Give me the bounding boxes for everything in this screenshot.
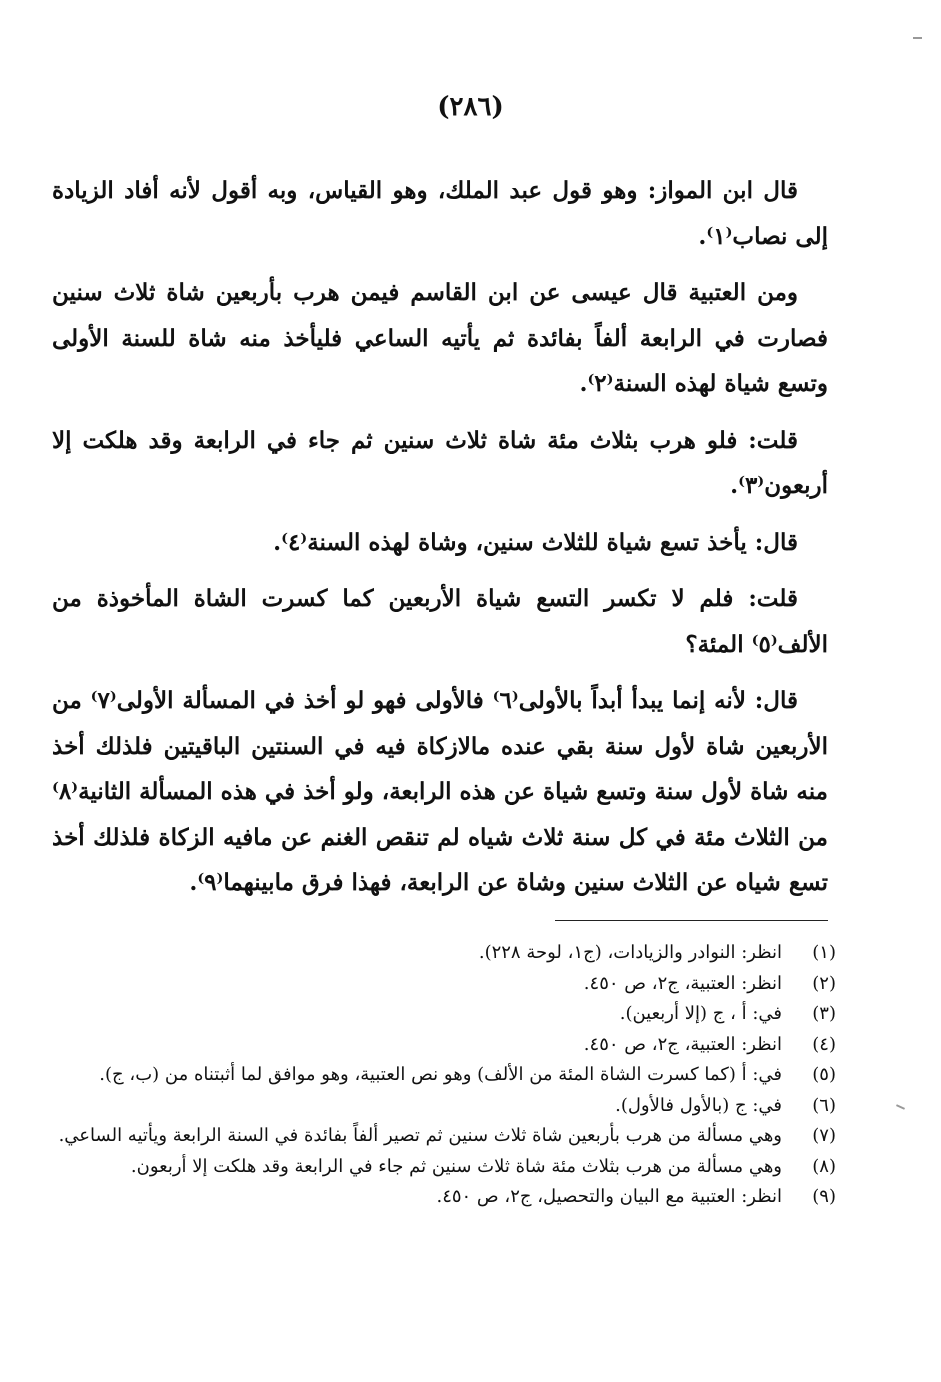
- paragraph: قال: لأنه إنما يبدأ أبداً بالأولى⁽٦⁾ فالأولى فهو لو أخذ في المسألة الأولى⁽٧⁾ من الأربعين شاة لأول سنة بقي عنده مالازكاة فيه في السنتين الباقيتين فلذلك أخذ منه شاة لأول سنة وتسع شياة عن هذه الرابعة، ولو أخذ في هذه المسألة الثانية⁽٨⁾ من الثلاث مئة في كل سنة ثلاث شياه لم تنقص الغنم عن مافيه الزكاة فلذلك أخذ تسع شياه عن الثلاث سنين وشاة عن الرابعة، فهذا فرق مابينهما⁽٩⁾.: [52, 687, 828, 896]
- footnote: [52, 938, 836, 969]
- footnote-number: (٥): [812, 1064, 836, 1085]
- footnotes: [52, 938, 836, 1213]
- main-text: [52, 168, 828, 917]
- scan-speck: [913, 37, 922, 39]
- footnote: [52, 1091, 836, 1122]
- footnote-divider: [555, 920, 828, 921]
- footnote-text: وهي مسألة من هرب بثلاث مئة شاة ثلاث سنين ثم جاء في الرابعة وقد هلكت إلا أربعون.: [130, 1155, 782, 1177]
- footnote-text: في: أ (كما كسرت الشاة المئة من الألف) وهو نص العتبية، وهو موافق لما أثبتناه من (ب، ج).: [99, 1064, 782, 1085]
- footnote: [52, 1030, 836, 1061]
- footnote-text: في: ج (بالأول فالأول).: [615, 1094, 782, 1116]
- paragraph: قال: يأخذ تسع شياة للثلاث سنين، وشاة لهذه السنة⁽٤⁾.: [273, 528, 798, 556]
- footnote-text: وهي مسألة من هرب بأربعين شاة ثلاث سنين ثم تصير ألفاً بفائدة في السنة الرابعة ويأتيه الساعي.: [58, 1125, 782, 1146]
- footnote-text: انظر: العتبية مع البيان والتحصيل، ج٢، ص ٤٥٠.: [436, 1186, 782, 1207]
- footnote-number: (٨): [812, 1155, 836, 1177]
- footnote: [52, 1182, 836, 1213]
- footnote-text: انظر: العتبية، ج٢، ص ٤٥٠.: [583, 1033, 782, 1055]
- footnote-number: (٩): [812, 1186, 836, 1207]
- footnote: [52, 969, 836, 1000]
- footnote: [52, 1060, 836, 1091]
- footnote-number: (٧): [812, 1125, 836, 1146]
- footnote: [52, 1152, 836, 1183]
- footnote-number: (٣): [812, 1003, 836, 1024]
- scan-speck: [896, 1104, 905, 1110]
- footnote-number: (٤): [812, 1033, 836, 1055]
- footnote-number: (٦): [812, 1094, 836, 1116]
- paragraph: قلت: فلم لا تكسر التسع شياة الأربعين كما كسرت الشاة المأخوذة من الألف⁽٥⁾ المئة؟: [52, 585, 828, 658]
- footnote: [52, 999, 836, 1030]
- paragraph: ومن العتبية قال عيسى عن ابن القاسم فيمن هرب بأربعين شاة ثلاث سنين فصارت في الرابعة ألفاً بفائدة ثم يأتيه الساعي فليأخذ منه شاة للسنة الأولى وتسع شياة لهذه السنة⁽٢⁾.: [52, 279, 828, 397]
- paragraph: قلت: فلو هرب بثلاث مئة شاة ثلاث سنين ثم جاء في الرابعة وقد هلكت إلا أربعون⁽٣⁾.: [52, 426, 828, 499]
- footnote: [52, 1121, 836, 1152]
- paragraph: قال ابن المواز: وهو قول عبد الملك، وهو القياس، وبه أقول لأنه أفاد الزيادة إلى نصاب⁽١⁾.: [52, 177, 828, 250]
- footnote-text: انظر: النوادر والزيادات، (ج١، لوحة ٢٢٨).: [478, 942, 782, 963]
- footnote-number: (١): [812, 942, 836, 963]
- page-number: (٢٨٦): [437, 92, 504, 122]
- footnote-text: في: أ ، ج (إلا أربعين).: [619, 1003, 782, 1024]
- footnote-text: انظر: العتبية، ج٢، ص ٤٥٠.: [583, 972, 782, 994]
- footnote-number: (٢): [812, 972, 836, 994]
